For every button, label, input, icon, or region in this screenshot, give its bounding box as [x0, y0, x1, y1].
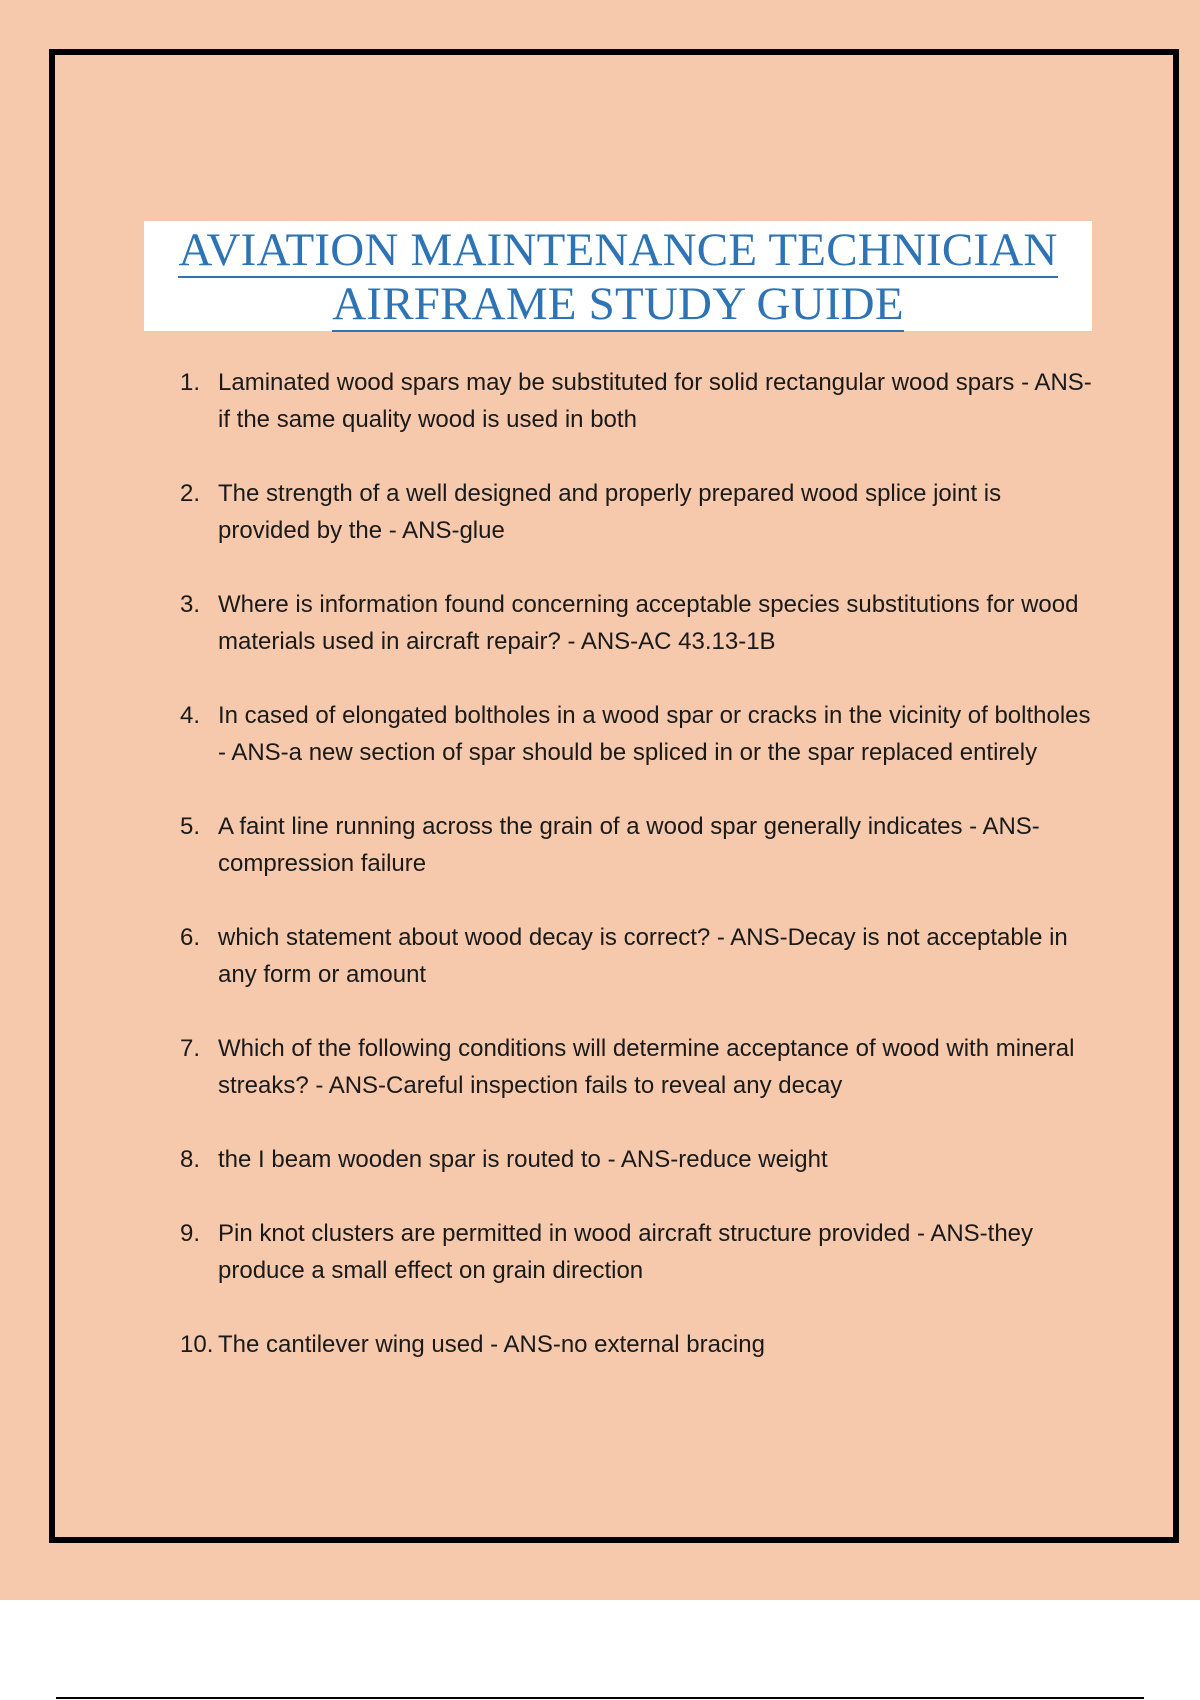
- item-number: 9.: [180, 1220, 201, 1247]
- title-text-2: AIRFRAME STUDY GUIDE: [332, 278, 904, 330]
- list-item: [178, 475, 1098, 549]
- list-item: [178, 1141, 1098, 1178]
- item-text: The strength of a well designed and properly prepared wood splice joint is provided by the - ANS-glue: [218, 480, 1002, 544]
- item-number: 6.: [180, 924, 201, 951]
- list-item: [178, 1030, 1098, 1104]
- list-item: [178, 364, 1098, 438]
- footer-divider: [56, 1697, 1144, 1699]
- item-text: Pin knot clusters are permitted in wood aircraft structure provided - ANS-they produce a small effect on grain direction: [218, 1220, 1034, 1284]
- list-item: [178, 1326, 1098, 1363]
- list-item: [178, 808, 1098, 882]
- item-number: 4.: [180, 702, 201, 729]
- item-number: 3.: [180, 591, 201, 618]
- item-number: 1.: [180, 369, 201, 396]
- title-line-1: [144, 223, 1092, 277]
- item-number: 8.: [180, 1146, 201, 1173]
- item-number: 10.: [180, 1331, 214, 1358]
- title-line-2: [144, 277, 1092, 331]
- qa-list: [178, 364, 1098, 1400]
- list-item: [178, 919, 1098, 993]
- item-text: which statement about wood decay is correct? - ANS-Decay is not acceptable in any form or amount: [218, 924, 1068, 988]
- item-number: 5.: [180, 813, 201, 840]
- title-text-1: AVIATION MAINTENANCE TECHNICIAN: [178, 224, 1058, 276]
- title-box: [144, 221, 1092, 331]
- item-text: A faint line running across the grain of a wood spar generally indicates - ANS-compression failure: [218, 813, 1040, 877]
- item-text: Laminated wood spars may be substituted for solid rectangular wood spars - ANS-if the same quality wood is used in both: [218, 369, 1092, 433]
- item-number: 2.: [180, 480, 201, 507]
- list-item: [178, 697, 1098, 771]
- item-text: The cantilever wing used - ANS-no external bracing: [218, 1331, 765, 1358]
- item-text: Which of the following conditions will determine acceptance of wood with mineral streaks? - ANS-Careful inspection fails to reveal any decay: [218, 1035, 1075, 1099]
- item-text: the I beam wooden spar is routed to - ANS-reduce weight: [218, 1146, 828, 1173]
- item-text: In cased of elongated boltholes in a wood spar or cracks in the vicinity of boltholes - ANS-a new section of spar should be spliced in or the spar replaced entirely: [218, 702, 1091, 766]
- list-item: [178, 586, 1098, 660]
- item-number: 7.: [180, 1035, 201, 1062]
- list-item: [178, 1215, 1098, 1289]
- item-text: Where is information found concerning acceptable species substitutions for wood materials used in aircraft repair? - ANS-AC 43.13-1B: [218, 591, 1079, 655]
